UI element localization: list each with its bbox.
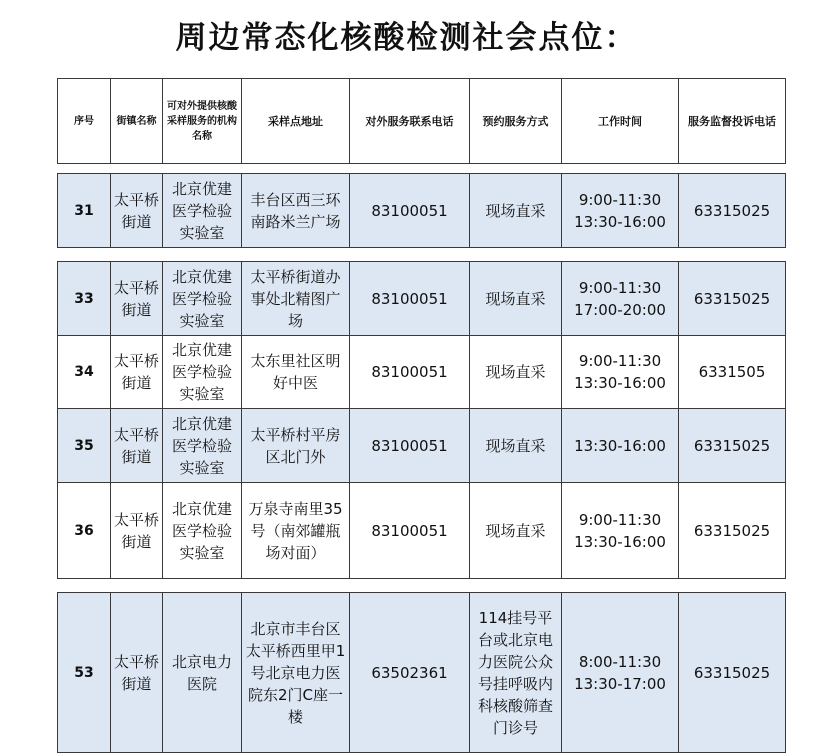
- cell-phone: 83100051: [350, 262, 470, 336]
- header-complaint: 服务监督投诉电话: [679, 79, 786, 164]
- cell-hours: [562, 336, 679, 409]
- cell-street: 太平桥街道: [111, 174, 163, 248]
- cell-complaint: 63315025: [679, 262, 786, 336]
- header-seq: 序号: [58, 79, 111, 164]
- cell-booking: 现场直采: [470, 262, 562, 336]
- cell-street: 太平桥街道: [111, 483, 163, 579]
- cell-phone: 83100051: [350, 483, 470, 579]
- cell-complaint: 63315025: [679, 483, 786, 579]
- hours-line: 9:00-11:30: [578, 278, 662, 297]
- table-section-1: [57, 173, 786, 248]
- cell-booking: 现场直采: [470, 336, 562, 409]
- table-row: [58, 409, 786, 483]
- cell-complaint: 63315025: [679, 409, 786, 483]
- header-table: [57, 78, 786, 164]
- header-org: 可对外提供核酸采样服务的机构名称: [163, 79, 242, 164]
- cell-address: 太平桥村平房区北门外: [242, 409, 350, 483]
- cell-seq: 35: [58, 409, 111, 483]
- page-title: 周边常态化核酸检测社会点位：: [175, 20, 638, 56]
- cell-seq: 31: [58, 174, 111, 248]
- cell-booking: 114挂号平台或北京电力医院公众号挂呼吸内科核酸筛查门诊号: [470, 593, 562, 753]
- hours-line: 13:30-16:00: [574, 436, 666, 455]
- cell-hours: [562, 262, 679, 336]
- cell-complaint: 6331505: [679, 336, 786, 409]
- header-booking: 预约服务方式: [470, 79, 562, 164]
- cell-org: 北京电力医院: [163, 593, 242, 753]
- cell-phone: 83100051: [350, 174, 470, 248]
- table-row: [58, 336, 786, 409]
- table-row: [58, 174, 786, 248]
- cell-address: 太东里社区明好中医: [242, 336, 350, 409]
- hours-line: 9:00-11:30: [578, 352, 662, 370]
- cell-address: 太平桥街道办事处北精图广场: [242, 262, 350, 336]
- cell-seq: 36: [58, 483, 111, 579]
- cell-phone: 83100051: [350, 409, 470, 483]
- cell-booking: 现场直采: [470, 483, 562, 579]
- cell-address: 丰台区西三环南路米兰广场: [242, 174, 350, 248]
- cell-org: 北京优建医学检验实验室: [163, 483, 242, 579]
- cell-phone: 83100051: [350, 336, 470, 409]
- cell-booking: 现场直采: [470, 174, 562, 248]
- hours-line: 9:00-11:30: [578, 510, 662, 529]
- hours-line: 9:00-11:30: [578, 190, 662, 209]
- header-address: 采样点地址: [242, 79, 350, 164]
- cell-phone: 63502361: [350, 593, 470, 753]
- cell-org: 北京优建医学检验实验室: [163, 409, 242, 483]
- cell-seq: 33: [58, 262, 111, 336]
- cell-hours: [562, 593, 679, 753]
- header-street: 街镇名称: [111, 79, 163, 164]
- hours-line: 13:30-17:00: [574, 674, 666, 693]
- hours-line: 8:00-11:30: [578, 652, 662, 671]
- cell-street: 太平桥街道: [111, 593, 163, 753]
- cell-seq: 34: [58, 336, 111, 409]
- table-section-3: [57, 592, 786, 753]
- table-row: [58, 262, 786, 336]
- cell-street: 太平桥街道: [111, 409, 163, 483]
- cell-address: 北京市丰台区太平桥西里甲1号北京电力医院东2门C座一楼: [242, 593, 350, 753]
- cell-seq: 53: [58, 593, 111, 753]
- cell-street: 太平桥街道: [111, 336, 163, 409]
- header-hours: 工作时间: [562, 79, 679, 164]
- cell-complaint: 63315025: [679, 174, 786, 248]
- hours-line: 13:30-16:00: [574, 374, 666, 392]
- table-section-2: [57, 261, 786, 579]
- cell-booking: 现场直采: [470, 409, 562, 483]
- table-row: [58, 593, 786, 753]
- header-phone: 对外服务联系电话: [350, 79, 470, 164]
- cell-org: 北京优建医学检验实验室: [163, 336, 242, 409]
- hours-line: 17:00-20:00: [574, 300, 666, 319]
- cell-address: 万泉寺南里35号（南郊罐瓶场对面）: [242, 483, 350, 579]
- table-row: [58, 483, 786, 579]
- cell-hours: [562, 174, 679, 248]
- cell-complaint: 63315025: [679, 593, 786, 753]
- hours-line: 13:30-16:00: [574, 532, 666, 551]
- cell-street: 太平桥街道: [111, 262, 163, 336]
- cell-hours: [562, 409, 679, 483]
- hours-line: 13:30-16:00: [574, 212, 666, 231]
- cell-hours: [562, 483, 679, 579]
- cell-org: 北京优建医学检验实验室: [163, 262, 242, 336]
- cell-org: 北京优建医学检验实验室: [163, 174, 242, 248]
